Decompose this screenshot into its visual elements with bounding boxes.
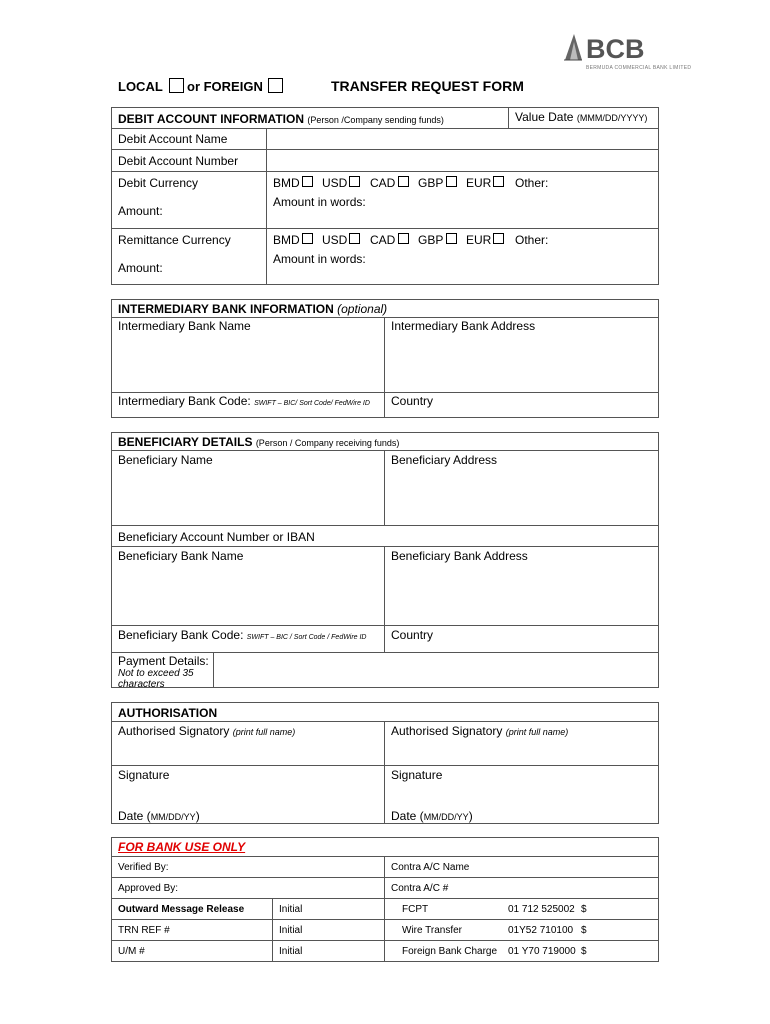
initial-label: Initial [279,946,303,957]
beneficiary-bank-address-label: Beneficiary Bank Address [391,549,528,563]
remittance-currency-label: Remittance Currency [118,233,231,247]
intermediary-code-label: Intermediary Bank Code: SWIFT – BIC/ Sort Code/ FedWire ID [118,394,370,408]
remit-cad-checkbox[interactable] [398,233,409,244]
intermediary-country-label: Country [391,394,434,408]
foreign-bank-charge-label: Foreign Bank Charge [402,946,498,957]
signature-1-label: Signature [118,768,170,782]
intermediary-address-label: Intermediary Bank Address [391,319,536,333]
date-1-label: Date (MM/DD/YY) [118,809,200,823]
debit-account-name-label: Debit Account Name [118,132,228,146]
debit-cad-label: CAD [370,176,396,190]
date-2-label: Date (MM/DD/YY) [391,809,473,823]
remit-other-label: Other: [515,233,549,247]
bank-logo [562,32,692,74]
debit-amount-words-label: Amount in words: [273,195,366,209]
debit-gbp-label: GBP [418,176,444,190]
debit-eur-checkbox[interactable] [493,176,504,187]
remit-bmd-checkbox[interactable] [302,233,313,244]
remit-eur-label: EUR [466,233,492,247]
um-label: U/M # [118,946,145,957]
contra-number-label: Contra A/C # [391,883,449,894]
beneficiary-heading: BENEFICIARY DETAILS (Person / Company receiving funds) [118,435,400,449]
remit-usd-checkbox[interactable] [349,233,360,244]
foreign-bank-charge-currency: $ [581,946,587,957]
bank-use-heading: FOR BANK USE ONLY [118,840,246,854]
debit-cad-checkbox[interactable] [398,176,409,187]
fcpt-account: 01 712 525002 [508,904,575,915]
debit-account-number-label: Debit Account Number [118,154,239,168]
debit-other-label: Other: [515,176,549,190]
outward-message-release-label: Outward Message Release [118,904,245,915]
authorised-signatory-1-label: Authorised Signatory (print full name) [118,724,296,738]
fcpt-currency: $ [581,904,587,915]
remit-gbp-label: GBP [418,233,444,247]
remit-gbp-checkbox[interactable] [446,233,457,244]
form-title: TRANSFER REQUEST FORM [331,78,524,94]
debit-heading: DEBIT ACCOUNT INFORMATION (Person /Company sending funds) [118,112,444,126]
wire-transfer-currency: $ [581,925,587,936]
beneficiary-bank-name-label: Beneficiary Bank Name [118,549,244,563]
debit-bmd-checkbox[interactable] [302,176,313,187]
debit-bmd-label: BMD [273,176,300,190]
signature-2-label: Signature [391,768,443,782]
foreign-bank-charge-account: 01 Y70 719000 [508,946,576,957]
debit-usd-label: USD [322,176,348,190]
remit-bmd-label: BMD [273,233,300,247]
payment-details-note: Not to exceed 35 characters [118,668,194,690]
debit-gbp-checkbox[interactable] [446,176,457,187]
authorisation-heading: AUTHORISATION [118,706,218,720]
intermediary-heading: INTERMEDIARY BANK INFORMATION (optional) [118,302,388,316]
remit-usd-label: USD [322,233,348,247]
beneficiary-name-label: Beneficiary Name [118,453,213,467]
remit-amount-words-label: Amount in words: [273,252,366,266]
debit-amount-label: Amount: [118,204,163,218]
sail-logo-icon [562,32,584,62]
local-label: LOCAL [118,79,163,94]
logo-tagline: BERMUDA COMMERCIAL BANK LIMITED [586,65,692,71]
authorised-signatory-2-label: Authorised Signatory (print full name) [391,724,569,738]
intermediary-name-label: Intermediary Bank Name [118,319,251,333]
logo-text: BCB [586,34,645,64]
beneficiary-bank-code-label: Beneficiary Bank Code: SWIFT – BIC / Sort Code / FedWire ID [118,628,367,642]
value-date-label: Value Date (MMM/DD/YYYY) [515,110,648,124]
initial-label: Initial [279,925,303,936]
beneficiary-account-label: Beneficiary Account Number or IBAN [118,530,315,544]
debit-eur-label: EUR [466,176,492,190]
wire-transfer-account: 01Y52 710100 [508,925,574,936]
trn-ref-label: TRN REF # [118,925,170,936]
remit-eur-checkbox[interactable] [493,233,504,244]
contra-name-label: Contra A/C Name [391,862,470,873]
wire-transfer-label: Wire Transfer [402,925,463,936]
beneficiary-address-label: Beneficiary Address [391,453,498,467]
approved-by-label: Approved By: [118,883,179,894]
initial-label: Initial [279,904,303,915]
remit-cad-label: CAD [370,233,396,247]
local-checkbox[interactable] [169,78,184,93]
foreign-checkbox[interactable] [268,78,283,93]
verified-by-label: Verified By: [118,862,169,873]
foreign-label: or FOREIGN [187,79,263,94]
fcpt-label: FCPT [402,904,429,915]
debit-currency-label: Debit Currency [118,176,199,190]
beneficiary-country-label: Country [391,628,434,642]
remittance-amount-label: Amount: [118,261,163,275]
debit-usd-checkbox[interactable] [349,176,360,187]
payment-details-label: Payment Details: [118,654,209,668]
